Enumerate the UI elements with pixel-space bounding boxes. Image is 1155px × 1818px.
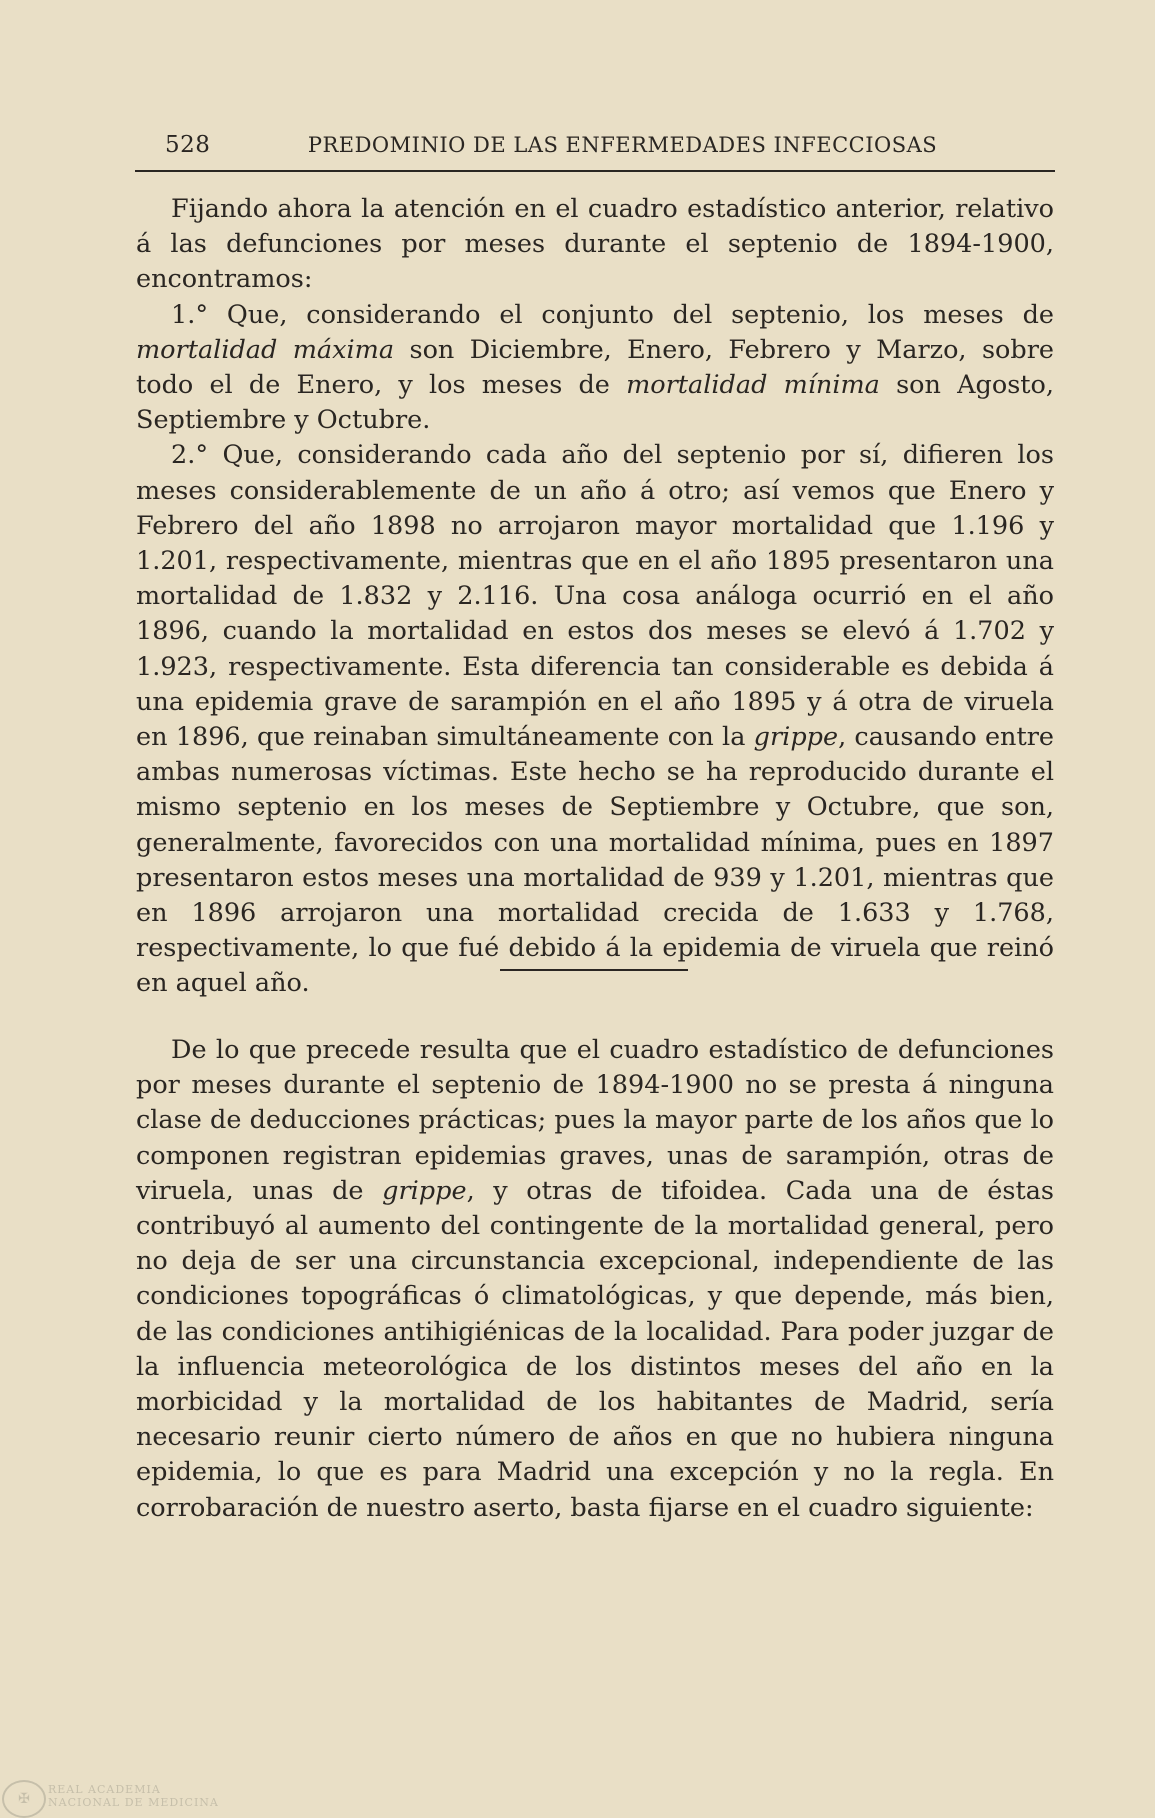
running-title: PREDOMINIO DE LAS ENFERMEDADES INFECCIOSAS [307,133,938,157]
running-header [165,132,1050,158]
paragraph-conclusion: De lo que precede resulta que el cuadro estadístico de defunciones por meses durante el septenio de 1894-1900 no se presta á ninguna clase de deducciones prácticas; pues la mayor parte de los años que lo componen registran epidemias graves, unas de sarampión, otras de viruela, unas de grippe, y otras de tifoidea. Cada una de éstas contribuyó al aumento del contingente de la mortalidad general, pero no deja de ser una circunstancia excepcional, independiente de las condiciones topográficas ó climatológicas, y que depende, más bien, de las condiciones antihigiénicas de la localidad. Para poder juzgar de la influencia meteorológica de los distintos meses del año en la morbicidad y la mortalidad de los habitantes de Madrid, sería necesario reunir cierto número de años en que no hubiera ninguna epidemia, lo que es para Madrid una excepción y no la regla. En corrobaración de nuestro aserto, basta fijarse en el cuadro siguiente: [136,1035,1054,1523]
library-watermark: REAL ACADEMIA NACIONAL DE MEDICINA [48,1783,219,1809]
library-seal-icon: ✠ [2,1780,46,1818]
paragraph-point-2: 2.° Que, considerando cada año del septenio por sí, difieren los meses considerablemente de un año á otro; así vemos que Enero y Febrero del año 1898 no arrojaron mayor mortalidad que 1.196 y 1.201, respectivamente, mientras que en el año 1895 presentaron una mortalidad de 1.832 y 2.116. Una cosa análoga ocurrió en el año 1896, cuando la mortalidad en estos dos meses se elevó á 1.702 y 1.923, respectivamente. Esta diferencia tan considerable es debida á una epidemia grave de sarampión en el año 1895 y á otra de viruela en 1896, que reinaban simultáneamente con la grippe, causando entre ambas numerosas víctimas. Este hecho se ha reproducido durante el mismo septenio en los meses de Septiembre y Octubre, que son, generalmente, favorecidos con una mortalidad mínima, pues en 1897 presentaron estos meses una mortalidad de 939 y 1.201, mientras que en 1896 arrojaron una mortalidad crecida de 1.633 y 1.768, respectivamente, lo que fué debido á la epidemia de viruela que reinó en aquel año. [136,440,1054,999]
header-rule [135,170,1055,172]
section-divider [500,969,688,971]
section-monthly-analysis [136,192,1054,1002]
paragraph-intro: Fijando ahora la atención en el cuadro estadístico anterior, relativo á las defunciones por meses durante el septenio de 1894-1900, encontramos: [136,194,1054,295]
page-number: 528 [165,132,211,158]
paragraph-point-1: 1.° Que, considerando el conjunto del septenio, los meses de mortalidad máxima son Diciembre, Enero, Febrero y Marzo, sobre todo el de Enero, y los meses de mortalidad mínima son Agosto, Septiembre y Octubre. [136,299,1054,436]
section-conclusion [136,1033,1054,1526]
